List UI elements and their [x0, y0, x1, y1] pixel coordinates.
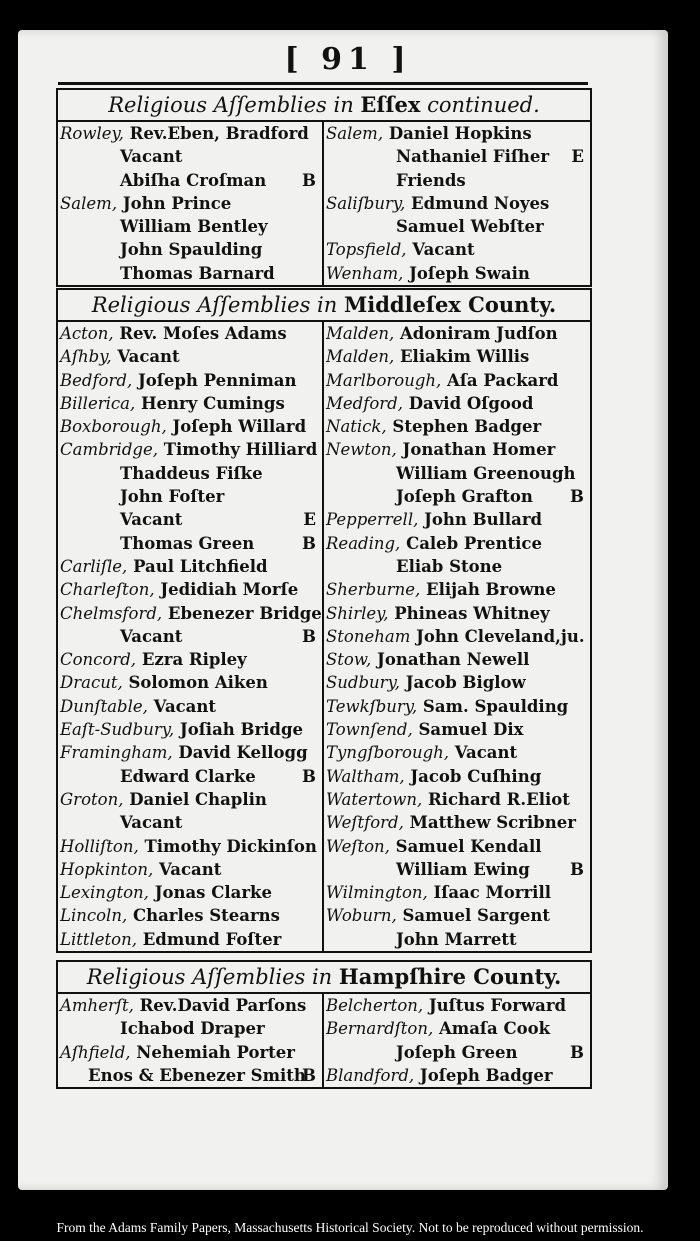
list-item [324, 718, 590, 741]
town-name: Eaſt-Sudbury, [60, 720, 175, 740]
town-name: Natick, [326, 417, 387, 437]
minister-name: Iſaac Morrill [433, 883, 551, 903]
list-item [324, 369, 590, 392]
minister-name: Ebenezer Bridge [167, 603, 322, 623]
list-item [324, 322, 590, 345]
list-item [58, 485, 322, 508]
list-item [58, 215, 322, 238]
minister-name: Rev. Moſes Adams [119, 324, 287, 343]
list-item [58, 671, 322, 694]
list-item [58, 145, 322, 168]
list-item [58, 238, 322, 261]
minister-name: Jacob Biglow [405, 673, 526, 693]
list-item [58, 625, 322, 648]
minister-name: Joſeph Badger [419, 1065, 553, 1085]
minister-name: Matthew Scribner [409, 813, 576, 833]
essex-section [56, 88, 592, 287]
list-item [324, 1041, 590, 1064]
town-name: Watertown, [326, 789, 423, 809]
list-item [58, 345, 322, 368]
section-heading [58, 90, 590, 122]
left-column [58, 122, 324, 285]
section-heading [58, 290, 590, 322]
minister-name: Daniel Chaplin [129, 789, 267, 809]
town-name: Groton, [60, 789, 124, 809]
minister-name: Jonathan Newell [377, 650, 530, 670]
list-item [324, 904, 590, 927]
minister-name: Charles Stearns [132, 906, 280, 926]
minister-name: Joſeph Penniman [137, 370, 297, 390]
list-item [58, 1017, 322, 1040]
list-item [324, 462, 590, 485]
list-item [58, 369, 322, 392]
town-name: Acton, [60, 324, 114, 343]
minister-name: David Kellogg [178, 743, 308, 763]
town-name: Waltham, [326, 766, 405, 786]
minister-name: Vacant [120, 813, 183, 833]
denomination-mark: B [570, 859, 584, 879]
town-name: Lincoln, [60, 906, 128, 926]
list-item [324, 648, 590, 671]
town-name: Weſton, [326, 836, 390, 856]
minister-name: Nathaniel Fiſher [396, 147, 550, 167]
minister-name: Abiſha Croſman [120, 170, 267, 190]
list-item [58, 1041, 322, 1064]
middlesex-section [56, 288, 592, 953]
heading-prefix: Religious Aſſemblies in [86, 965, 333, 989]
list-item [58, 122, 322, 145]
list-item [324, 671, 590, 694]
list-item [58, 695, 322, 718]
list-item [58, 835, 322, 858]
list-item [324, 881, 590, 904]
minister-name: Timothy Dickinſon [144, 836, 317, 856]
list-item [58, 508, 322, 531]
list-item [324, 555, 590, 578]
heading-tail: continued. [427, 93, 540, 117]
town-name: Stoneham [326, 626, 411, 646]
list-item [58, 858, 322, 881]
minister-name: John Marrett [396, 929, 517, 949]
town-name: Billerica, [60, 393, 136, 413]
town-name: Reading, [326, 533, 401, 553]
list-item [58, 788, 322, 811]
list-item [58, 718, 322, 741]
minister-name: William Greenough [396, 463, 576, 483]
minister-name: Henry Cumings [140, 393, 285, 413]
town-name: Topsfield, [326, 240, 407, 260]
list-item [324, 858, 590, 881]
minister-name: Ezra Ripley [141, 650, 247, 670]
minister-name: Sam. Spaulding [422, 696, 569, 716]
list-item [324, 415, 590, 438]
heading-place: Hampſhire County. [338, 964, 562, 989]
town-name: Medford, [326, 393, 403, 413]
town-name: Holliſton, [60, 836, 139, 856]
minister-name: Edmund Noyes [411, 193, 550, 213]
minister-name: Amaſa Cook [438, 1019, 551, 1039]
list-item [324, 145, 590, 168]
list-item [58, 262, 322, 285]
minister-name: Vacant [120, 147, 183, 167]
town-name: Tewkſbury, [326, 696, 418, 716]
minister-name: Timothy Hilliard [163, 440, 318, 460]
section-heading [58, 962, 590, 994]
denomination-mark: E [303, 510, 316, 530]
town-name: Salem, [326, 124, 384, 143]
list-item [324, 602, 590, 625]
minister-name: Joſiah Bridge [179, 720, 303, 740]
minister-name: Solomon Aiken [128, 673, 268, 693]
denomination-mark: B [570, 1042, 584, 1062]
list-item [58, 881, 322, 904]
minister-name: Jonas Clarke [154, 883, 272, 903]
town-name: Weſtford, [326, 813, 404, 833]
town-name: Tyngſborough, [326, 743, 450, 763]
denomination-mark: B [302, 1065, 316, 1085]
town-name: Chelmsford, [60, 603, 163, 623]
minister-name: Joſeph Green [396, 1042, 518, 1062]
minister-name: John Prince [122, 193, 232, 213]
minister-name: Joſeph Grafton [396, 487, 533, 507]
book-page [18, 30, 668, 1190]
list-item [58, 602, 322, 625]
minister-name: William Ewing [396, 859, 530, 879]
list-item [324, 1017, 590, 1040]
list-item [324, 215, 590, 238]
right-column [324, 994, 590, 1087]
list-item [324, 238, 590, 261]
minister-name: Samuel Kendall [395, 836, 542, 856]
list-item [58, 415, 322, 438]
minister-name: Jacob Cuſhing [410, 766, 542, 786]
minister-name: John Foſter [120, 487, 225, 507]
minister-name: John Bullard [424, 510, 543, 530]
list-item [324, 994, 590, 1017]
minister-name: Jedidiah Morſe [160, 580, 299, 600]
minister-name: Jonathan Homer [402, 440, 556, 460]
minister-name: Edmund Foſter [142, 929, 282, 949]
heading-place: Eſſex [360, 92, 421, 117]
minister-name: Vacant [120, 510, 183, 530]
minister-name: Nehemiah Porter [136, 1042, 295, 1062]
minister-name: Richard R.Eliot [427, 789, 570, 809]
minister-name: Thaddeus Fiſke [120, 463, 263, 483]
minister-name: Vacant [120, 626, 183, 646]
town-name: Carliſle, [60, 556, 128, 576]
list-item [58, 994, 322, 1017]
town-name: Charleſton, [60, 580, 155, 600]
list-item [58, 322, 322, 345]
minister-name: William Bentley [120, 217, 268, 237]
list-item [58, 462, 322, 485]
list-item [324, 392, 590, 415]
list-item [324, 928, 590, 951]
list-item [324, 811, 590, 834]
minister-name: Samuel Dix [418, 720, 524, 740]
list-item [58, 765, 322, 788]
list-item [58, 438, 322, 461]
denomination-mark: B [302, 766, 316, 786]
minister-name: Samuel Sargent [402, 906, 551, 926]
town-name: Boxborough, [60, 417, 167, 437]
minister-name: Vacant [454, 743, 518, 763]
minister-name: Vacant [153, 696, 216, 716]
left-column [58, 322, 324, 951]
minister-name: Stephen Badger [392, 417, 542, 437]
town-name: Newton, [326, 440, 397, 460]
minister-name: Samuel Webſter [396, 217, 544, 237]
right-column [324, 322, 590, 951]
list-item [58, 904, 322, 927]
town-name: Malden, [326, 324, 395, 343]
list-item [324, 192, 590, 215]
minister-name: John Cleveland,ju. [416, 626, 585, 646]
hampshire-section [56, 960, 592, 1089]
list-item [324, 508, 590, 531]
heading-place: Middleſex County. [343, 292, 557, 317]
list-item [324, 532, 590, 555]
top-rule [58, 82, 588, 85]
town-name: Stow, [326, 650, 372, 670]
town-name: Amherſt, [60, 996, 134, 1015]
list-item [324, 169, 590, 192]
minister-name: Vacant [117, 347, 180, 367]
town-name: Pepperrell, [326, 510, 419, 530]
town-name: Cambridge, [60, 440, 158, 460]
minister-name: David Oſgood [408, 393, 534, 413]
minister-name: Eliakim Willis [399, 347, 530, 367]
denomination-mark: B [302, 170, 316, 190]
list-item [58, 192, 322, 215]
minister-name: Phineas Whitney [394, 603, 550, 623]
town-name: Rowley, [60, 124, 124, 143]
list-item [324, 122, 590, 145]
town-name: Aſhby, [60, 347, 112, 367]
denomination-mark: B [302, 626, 316, 646]
town-name: Aſhfield, [60, 1042, 131, 1062]
minister-name: Rev.David Parſons [139, 996, 307, 1015]
town-name: Framingham, [60, 743, 173, 763]
section-columns [58, 994, 590, 1087]
town-name: Shirley, [326, 603, 389, 623]
minister-name: Joſeph Swain [409, 263, 530, 283]
right-column [324, 122, 590, 285]
town-name: Marlborough, [326, 370, 442, 390]
minister-name: Eliab Stone [396, 556, 503, 576]
archive-caption: From the Adams Family Papers, Massachusetts Historical Society. Not to be reproduced without permission. [56, 1220, 644, 1235]
town-name: Townſend, [326, 720, 413, 740]
minister-name: Rev.Eben, Bradford [129, 124, 309, 143]
heading-prefix: Religious Aſſemblies in [91, 293, 338, 317]
denomination-mark: B [302, 533, 316, 553]
denomination-mark: B [570, 487, 584, 507]
list-item [324, 835, 590, 858]
town-name: Saliſbury, [326, 193, 406, 213]
minister-name: Edward Clarke [120, 766, 256, 786]
town-name: Salem, [60, 193, 118, 213]
left-column [58, 994, 324, 1087]
minister-name: Paul Litchfield [133, 556, 268, 576]
list-item [324, 438, 590, 461]
list-item [58, 811, 322, 834]
town-name: Dracut, [60, 673, 123, 693]
list-item [58, 392, 322, 415]
town-name: Malden, [326, 347, 395, 367]
town-name: Sherburne, [326, 580, 421, 600]
town-name: Wilmington, [326, 883, 428, 903]
minister-name: John Spaulding [120, 240, 263, 260]
minister-name: Thomas Green [120, 533, 255, 553]
list-item [58, 169, 322, 192]
list-item [58, 928, 322, 951]
list-item [324, 765, 590, 788]
town-name: Bernardſton, [326, 1019, 434, 1039]
town-name: Belcherton, [326, 996, 424, 1015]
page-number: [ 91 ] [284, 42, 412, 77]
minister-name: Juſtus Forward [428, 996, 567, 1015]
list-item [58, 648, 322, 671]
minister-name: Joſeph Willard [172, 417, 307, 437]
town-name: Sudbury, [326, 673, 400, 693]
list-item [58, 1064, 322, 1087]
section-columns [58, 122, 590, 285]
minister-name: Friends [396, 170, 466, 190]
town-name: Littleton, [60, 929, 137, 949]
section-columns [58, 322, 590, 951]
list-item [58, 741, 322, 764]
minister-name: Vacant [158, 859, 222, 879]
town-name: Bedford, [60, 370, 133, 390]
town-name: Dunſtable, [60, 696, 148, 716]
list-item [324, 788, 590, 811]
list-item [58, 578, 322, 601]
town-name: Wenham, [326, 263, 404, 283]
list-item [324, 345, 590, 368]
minister-name: Ichabod Draper [120, 1019, 265, 1039]
list-item [324, 741, 590, 764]
minister-name: Thomas Barnard [120, 263, 275, 283]
list-item [324, 485, 590, 508]
heading-prefix: Religious Aſſemblies in [108, 93, 354, 117]
minister-name: Vacant [412, 240, 475, 260]
list-item [324, 262, 590, 285]
list-item [324, 1064, 590, 1087]
list-item [58, 532, 322, 555]
list-item [324, 625, 590, 648]
list-item [324, 695, 590, 718]
minister-name: Elijah Browne [426, 580, 556, 600]
town-name: Concord, [60, 650, 137, 670]
town-name: Lexington, [60, 883, 149, 903]
town-name: Blandford, [326, 1065, 415, 1085]
minister-name: Enos & Ebenezer Smith [88, 1065, 306, 1085]
list-item [324, 578, 590, 601]
minister-name: Adoniram Judſon [399, 324, 558, 343]
minister-name: Aſa Packard [447, 370, 559, 390]
minister-name: Caleb Prentice [406, 533, 542, 553]
denomination-mark: E [571, 147, 584, 167]
town-name: Woburn, [326, 906, 397, 926]
town-name: Hopkinton, [60, 859, 154, 879]
list-item [58, 555, 322, 578]
minister-name: Daniel Hopkins [388, 124, 532, 143]
